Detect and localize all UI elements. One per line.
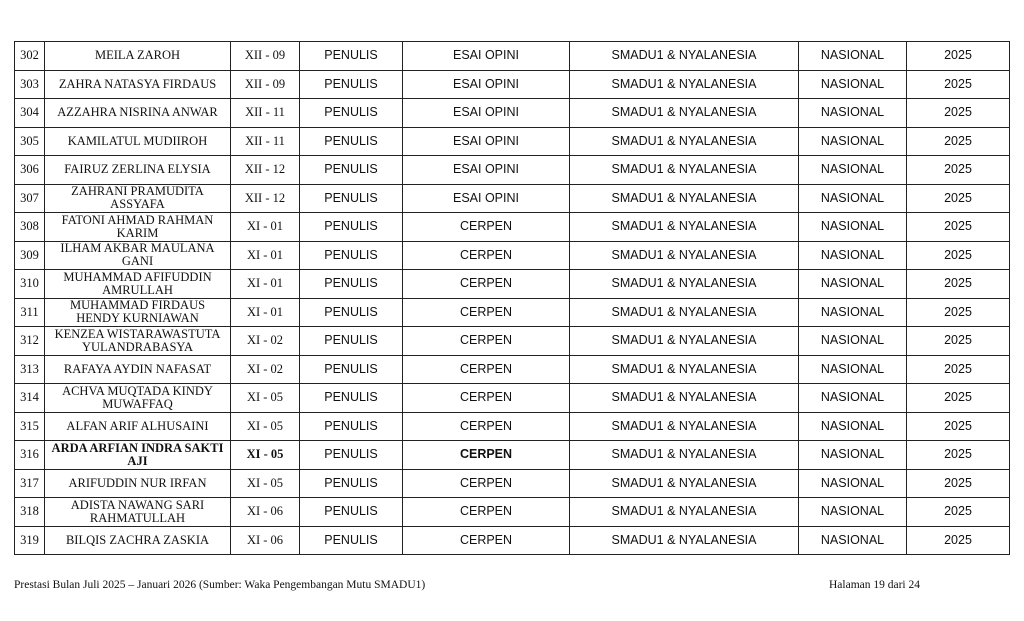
cell-year: 2025 (907, 127, 1010, 156)
cell-number: 306 (15, 156, 45, 185)
cell-organizer: SMADU1 & NYALANESIA (570, 469, 799, 498)
cell-role: PENULIS (300, 70, 403, 99)
footer-source-note: Prestasi Bulan Juli 2025 – Januari 2026 (Sumber: Waka Pengembangan Mutu SMADU1) (14, 579, 426, 591)
cell-number: 304 (15, 99, 45, 128)
cell-role: PENULIS (300, 241, 403, 270)
cell-number: 302 (15, 42, 45, 71)
cell-organizer: SMADU1 & NYALANESIA (570, 526, 799, 555)
table-body (15, 42, 1010, 555)
cell-class: XII - 09 (231, 70, 300, 99)
cell-student-name: ILHAM AKBAR MAULANA GANI (45, 241, 231, 270)
cell-number: 303 (15, 70, 45, 99)
cell-organizer: SMADU1 & NYALANESIA (570, 384, 799, 413)
cell-organizer: SMADU1 & NYALANESIA (570, 156, 799, 185)
cell-category: CERPEN (403, 241, 570, 270)
cell-number: 316 (15, 441, 45, 470)
table-row (15, 42, 1010, 71)
cell-year: 2025 (907, 526, 1010, 555)
table-row (15, 127, 1010, 156)
cell-student-name: FATONI AHMAD RAHMAN KARIM (45, 213, 231, 242)
cell-level: NASIONAL (799, 526, 907, 555)
cell-category: CERPEN (403, 441, 570, 470)
cell-role: PENULIS (300, 469, 403, 498)
cell-class: XI - 05 (231, 441, 300, 470)
cell-role: PENULIS (300, 184, 403, 213)
cell-category: CERPEN (403, 526, 570, 555)
cell-organizer: SMADU1 & NYALANESIA (570, 70, 799, 99)
cell-year: 2025 (907, 355, 1010, 384)
table-row (15, 412, 1010, 441)
cell-number: 313 (15, 355, 45, 384)
cell-class: XI - 05 (231, 412, 300, 441)
table-row (15, 156, 1010, 185)
cell-student-name: MUHAMMAD AFIFUDDIN AMRULLAH (45, 270, 231, 299)
cell-number: 312 (15, 327, 45, 356)
cell-class: XII - 11 (231, 127, 300, 156)
cell-year: 2025 (907, 298, 1010, 327)
cell-student-name: KAMILATUL MUDIIROH (45, 127, 231, 156)
table-row (15, 327, 1010, 356)
cell-organizer: SMADU1 & NYALANESIA (570, 184, 799, 213)
cell-category: CERPEN (403, 270, 570, 299)
cell-student-name: ARIFUDDIN NUR IRFAN (45, 469, 231, 498)
cell-number: 309 (15, 241, 45, 270)
cell-level: NASIONAL (799, 412, 907, 441)
table-row (15, 184, 1010, 213)
cell-class: XII - 11 (231, 99, 300, 128)
cell-level: NASIONAL (799, 99, 907, 128)
cell-category: CERPEN (403, 384, 570, 413)
cell-role: PENULIS (300, 526, 403, 555)
cell-year: 2025 (907, 327, 1010, 356)
cell-class: XI - 01 (231, 241, 300, 270)
cell-category: CERPEN (403, 298, 570, 327)
cell-role: PENULIS (300, 384, 403, 413)
cell-class: XII - 12 (231, 156, 300, 185)
cell-student-name: KENZEA WISTARAWASTUTA YULANDRABASYA (45, 327, 231, 356)
table-row (15, 355, 1010, 384)
cell-role: PENULIS (300, 42, 403, 71)
cell-role: PENULIS (300, 213, 403, 242)
cell-organizer: SMADU1 & NYALANESIA (570, 327, 799, 356)
table-row (15, 270, 1010, 299)
cell-student-name: ARDA ARFIAN INDRA SAKTI AJI (45, 441, 231, 470)
cell-level: NASIONAL (799, 42, 907, 71)
table-row (15, 469, 1010, 498)
cell-number: 308 (15, 213, 45, 242)
cell-category: CERPEN (403, 498, 570, 527)
cell-role: PENULIS (300, 270, 403, 299)
cell-year: 2025 (907, 213, 1010, 242)
cell-number: 310 (15, 270, 45, 299)
cell-role: PENULIS (300, 327, 403, 356)
table-row (15, 526, 1010, 555)
cell-year: 2025 (907, 270, 1010, 299)
cell-role: PENULIS (300, 99, 403, 128)
cell-level: NASIONAL (799, 270, 907, 299)
cell-number: 317 (15, 469, 45, 498)
cell-level: NASIONAL (799, 156, 907, 185)
cell-category: CERPEN (403, 213, 570, 242)
cell-number: 315 (15, 412, 45, 441)
cell-year: 2025 (907, 441, 1010, 470)
cell-student-name: AZZAHRA NISRINA ANWAR (45, 99, 231, 128)
cell-student-name: MEILA ZAROH (45, 42, 231, 71)
cell-class: XI - 01 (231, 270, 300, 299)
cell-category: ESAI OPINI (403, 184, 570, 213)
cell-class: XI - 01 (231, 213, 300, 242)
cell-class: XI - 05 (231, 469, 300, 498)
cell-number: 311 (15, 298, 45, 327)
table-row (15, 213, 1010, 242)
cell-student-name: ADISTA NAWANG SARI RAHMATULLAH (45, 498, 231, 527)
cell-year: 2025 (907, 384, 1010, 413)
cell-organizer: SMADU1 & NYALANESIA (570, 213, 799, 242)
cell-organizer: SMADU1 & NYALANESIA (570, 441, 799, 470)
cell-role: PENULIS (300, 412, 403, 441)
cell-year: 2025 (907, 241, 1010, 270)
cell-organizer: SMADU1 & NYALANESIA (570, 412, 799, 441)
cell-year: 2025 (907, 99, 1010, 128)
cell-class: XI - 06 (231, 526, 300, 555)
cell-class: XI - 05 (231, 384, 300, 413)
cell-year: 2025 (907, 42, 1010, 71)
cell-class: XI - 06 (231, 498, 300, 527)
cell-level: NASIONAL (799, 241, 907, 270)
cell-student-name: BILQIS ZACHRA ZASKIA (45, 526, 231, 555)
cell-level: NASIONAL (799, 213, 907, 242)
table-row (15, 99, 1010, 128)
cell-role: PENULIS (300, 156, 403, 185)
cell-organizer: SMADU1 & NYALANESIA (570, 241, 799, 270)
cell-student-name: ALFAN ARIF ALHUSAINI (45, 412, 231, 441)
cell-year: 2025 (907, 156, 1010, 185)
cell-student-name: ZAHRANI PRAMUDITA ASSYAFA (45, 184, 231, 213)
table-row (15, 298, 1010, 327)
cell-student-name: FAIRUZ ZERLINA ELYSIA (45, 156, 231, 185)
cell-category: CERPEN (403, 327, 570, 356)
cell-class: XI - 01 (231, 298, 300, 327)
cell-year: 2025 (907, 498, 1010, 527)
cell-role: PENULIS (300, 127, 403, 156)
cell-category: CERPEN (403, 412, 570, 441)
cell-class: XII - 09 (231, 42, 300, 71)
table-row (15, 441, 1010, 470)
table-row (15, 498, 1010, 527)
cell-year: 2025 (907, 469, 1010, 498)
cell-level: NASIONAL (799, 70, 907, 99)
cell-category: ESAI OPINI (403, 42, 570, 71)
cell-level: NASIONAL (799, 498, 907, 527)
cell-category: ESAI OPINI (403, 99, 570, 128)
cell-level: NASIONAL (799, 355, 907, 384)
cell-organizer: SMADU1 & NYALANESIA (570, 298, 799, 327)
cell-level: NASIONAL (799, 327, 907, 356)
cell-category: ESAI OPINI (403, 156, 570, 185)
cell-organizer: SMADU1 & NYALANESIA (570, 498, 799, 527)
cell-year: 2025 (907, 184, 1010, 213)
cell-role: PENULIS (300, 441, 403, 470)
cell-organizer: SMADU1 & NYALANESIA (570, 127, 799, 156)
cell-level: NASIONAL (799, 469, 907, 498)
cell-year: 2025 (907, 70, 1010, 99)
cell-number: 318 (15, 498, 45, 527)
achievements-table (14, 41, 1010, 555)
cell-category: CERPEN (403, 469, 570, 498)
cell-student-name: MUHAMMAD FIRDAUS HENDY KURNIAWAN (45, 298, 231, 327)
footer-page-number: Halaman 19 dari 24 (828, 579, 920, 591)
cell-class: XII - 12 (231, 184, 300, 213)
cell-organizer: SMADU1 & NYALANESIA (570, 270, 799, 299)
cell-role: PENULIS (300, 498, 403, 527)
cell-level: NASIONAL (799, 298, 907, 327)
cell-level: NASIONAL (799, 441, 907, 470)
cell-number: 319 (15, 526, 45, 555)
cell-role: PENULIS (300, 298, 403, 327)
cell-number: 307 (15, 184, 45, 213)
cell-category: CERPEN (403, 355, 570, 384)
cell-organizer: SMADU1 & NYALANESIA (570, 42, 799, 71)
table-row (15, 70, 1010, 99)
cell-class: XI - 02 (231, 327, 300, 356)
cell-number: 314 (15, 384, 45, 413)
cell-level: NASIONAL (799, 127, 907, 156)
cell-student-name: RAFAYA AYDIN NAFASAT (45, 355, 231, 384)
cell-role: PENULIS (300, 355, 403, 384)
cell-student-name: ZAHRA NATASYA FIRDAUS (45, 70, 231, 99)
cell-level: NASIONAL (799, 184, 907, 213)
cell-category: ESAI OPINI (403, 70, 570, 99)
cell-organizer: SMADU1 & NYALANESIA (570, 355, 799, 384)
cell-number: 305 (15, 127, 45, 156)
table-row (15, 384, 1010, 413)
cell-year: 2025 (907, 412, 1010, 441)
cell-level: NASIONAL (799, 384, 907, 413)
cell-organizer: SMADU1 & NYALANESIA (570, 99, 799, 128)
cell-category: ESAI OPINI (403, 127, 570, 156)
cell-student-name: ACHVA MUQTADA KINDY MUWAFFAQ (45, 384, 231, 413)
cell-class: XI - 02 (231, 355, 300, 384)
table-row (15, 241, 1010, 270)
